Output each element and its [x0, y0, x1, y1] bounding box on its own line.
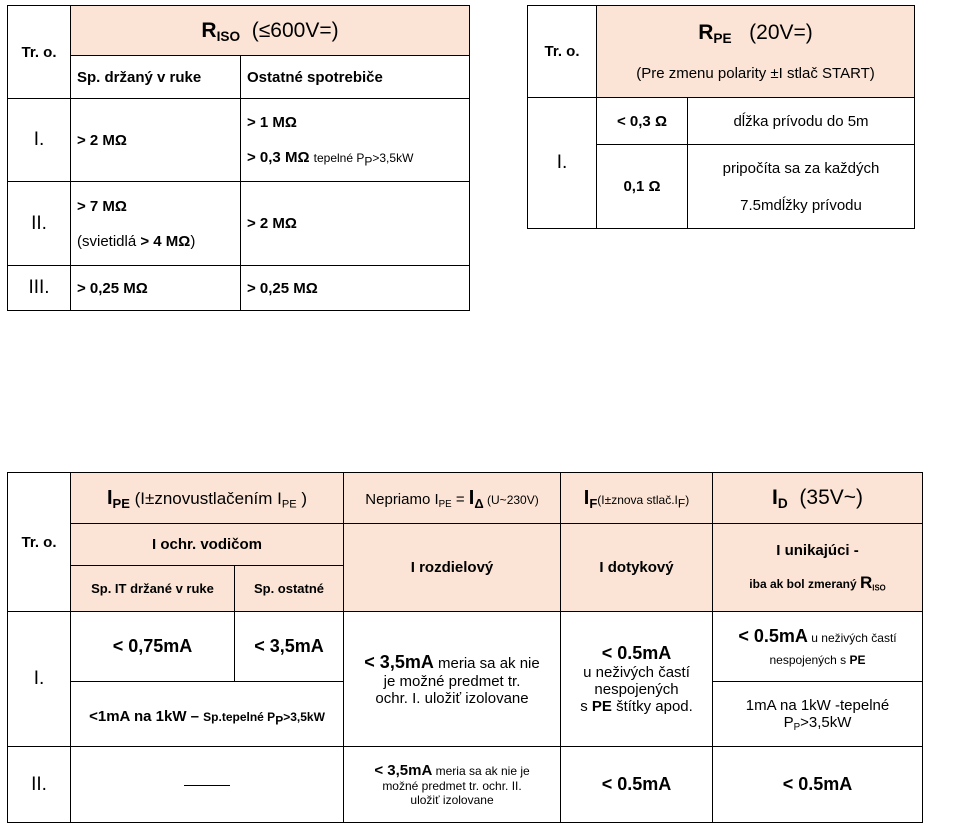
rpe-value: 0,1 Ω [597, 145, 688, 229]
class-cell: II. [8, 182, 71, 266]
polarity-note: (Pre zmenu polarity ±I stlač START) [636, 65, 875, 82]
tr-o-header: Tr. o. [8, 6, 71, 99]
riso-table [7, 5, 470, 311]
riso-header: $R_{ISO}$ (≤600V=) [71, 6, 470, 56]
col-other-header: Ostatné spotrebiče [241, 56, 470, 99]
rozdielovy-value: < 3,5mA meria sa ak nie je možné predmet tr. ochr. I. uložiť izolovane [344, 612, 561, 747]
rozdielovy-value: < 3,5mA meria sa ak nie je možné predmet tr. ochr. II. uložiť izolovane [344, 747, 561, 823]
unikajuci-value: < 0.5mA [713, 747, 923, 823]
sp-ostatne-header: Sp. ostatné [235, 566, 344, 612]
current-table [7, 472, 923, 823]
kw-value: <1mA na 1kW – Sp.tepelné $P_P>3,5kW$ [71, 682, 344, 747]
hand-value: > 0,25 MΩ [71, 266, 241, 311]
other-value: > 1 MΩ > 0,3 MΩ tepelné $P_P>3,5kW$ [241, 99, 470, 182]
other-value: > 2 MΩ [241, 182, 470, 266]
tr-o-header: Tr. o. [8, 473, 71, 612]
unikajuci-kw-value: 1mA na 1kW -tepelné $P_P>3,5kW$ [713, 682, 923, 747]
hand-value: > 7 MΩ (svietidlá > 4 MΩ) [71, 182, 241, 266]
dash-value [71, 747, 344, 823]
table-row [8, 266, 470, 311]
dotykovy-header: I dotykový [561, 524, 713, 612]
table-row [8, 182, 470, 266]
table-row [8, 99, 470, 182]
class-cell: III. [8, 266, 71, 311]
table-row [8, 612, 923, 682]
class-cell: II. [8, 747, 71, 823]
tr-o-header: Tr. o. [528, 6, 597, 98]
rpe-value: < 0,3 Ω [597, 98, 688, 145]
rpe-table [527, 5, 915, 229]
hand-value: > 2 MΩ [71, 99, 241, 182]
unikajuci-value: < 0.5mA u neživých častí nespojených s PE [713, 612, 923, 682]
dotykovy-value: < 0.5mA u neživých častí nespojených s PE štítky apod. [561, 612, 713, 747]
rpe-desc: pripočíta sa za každých 7.5mdĺžky prívodu [688, 145, 915, 229]
dotykovy-value: < 0.5mA [561, 747, 713, 823]
ochr-header: I ochr. vodičom [71, 524, 344, 566]
other-value: < 3,5mA [235, 612, 344, 682]
table-row [8, 747, 923, 823]
rpe-desc: dĺžka prívodu do 5m [688, 98, 915, 145]
rpe-header: $R_{PE}$ (20V=) (Pre zmenu polarity ±I stlač START) [597, 6, 915, 98]
if-header: $I_F(I\pm znova$ $stlač.I_F$) [561, 473, 713, 524]
other-value: > 0,25 MΩ [241, 266, 470, 311]
sp-it-header: Sp. IT držané v ruke [71, 566, 235, 612]
hand-value: < 0,75mA [71, 612, 235, 682]
class-cell: I. [8, 99, 71, 182]
indirect-header: Nepriamo $I_{PE} = I_\Delta$ (U~230V) [344, 473, 561, 524]
col-hand-header: Sp. držaný v ruke [71, 56, 241, 99]
ipe-header: $I_{PE}$ (I±znovustlačením $I_{PE}$ ) [71, 473, 344, 524]
unikajuci-header: I unikajúci - iba ak bol zmeraný $R_{ISO}$ [713, 524, 923, 612]
id-header: $I_D$ (35V~) [713, 473, 923, 524]
class-cell: I. [528, 98, 597, 229]
table-row [528, 98, 915, 145]
class-cell: I. [8, 612, 71, 747]
rozdielovy-header: I rozdielový [344, 524, 561, 612]
